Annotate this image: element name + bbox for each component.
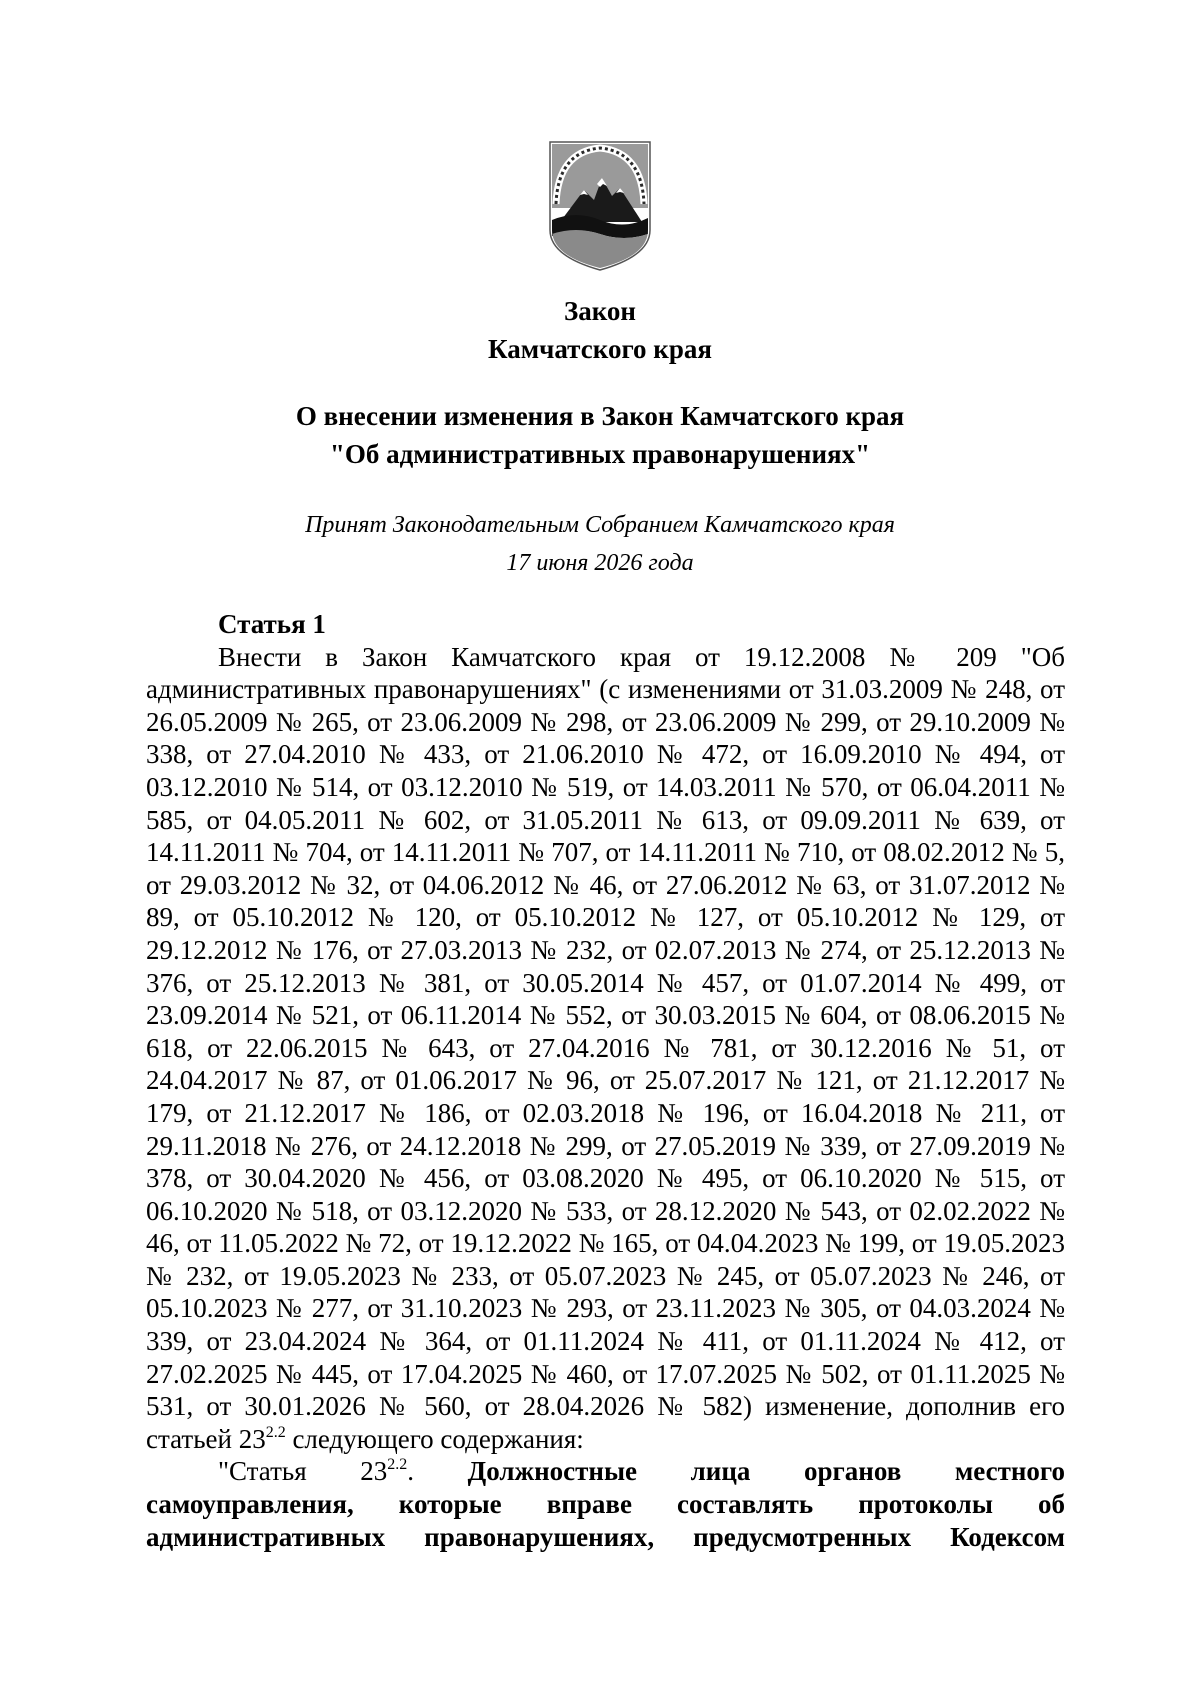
kamchatka-coat-of-arms-icon [546,138,654,274]
subtitle-line-2: "Об административных правонарушениях" [329,439,871,469]
quote-superscript: 2.2 [387,1456,408,1474]
adoption-note [150,506,1050,582]
adoption-date: 17 июня 2026 года [506,550,694,576]
new-article-heading-line-1 [146,1455,1065,1488]
adoption-line-1: Принят Законодательным Собранием Камчатского края [305,512,895,538]
amendment-text-end: следующего содержания: [285,1423,584,1454]
title-line-1: Закон [563,296,636,326]
law-subtitle [150,397,1050,473]
article-1 [146,608,1065,1553]
quote-bold-line-1: Должностные лица органов местного [467,1456,1065,1487]
new-article-heading-line-2: самоуправления, которые вправе составлять протоколы об [146,1489,1065,1520]
new-article-heading-line-3: административных правонарушениях, предусмотренных Кодексом [146,1521,1065,1552]
title-line-2: Камчатского края [488,334,712,364]
article-heading: Статья 1 [218,609,326,639]
quote-dot: . [407,1456,414,1487]
article-number-superscript: 2.2 [265,1423,286,1441]
subtitle-line-1: О внесении изменения в Закон Камчатского края [295,401,905,431]
article-1-paragraph [146,641,1065,1456]
quote-prefix: "Статья 23 [218,1456,388,1487]
law-title [150,292,1050,368]
amendment-text: Внести в Закон Камчатского края от 19.12.2008 № 209 "Об административных правонарушениях" (с изменениями от 31.03.2009 № 248, от 26.05.2009 № 265, от 23.06.2009 № 298, от 23.06.2009 № 299, от 29.10.2009 № 338, от 27.04.2010 № 433, от 21.06.2010 № 472, от 16.09.2010 № 494, от 03.12.2010 № 514, от 03.12.2010 № 519, от 14.03.2011 № 570, от 06.04.2011 № 585, от 04.05.2011 № 602, от 31.05.2011 № 613, от 09.09.2011 № 639, от 14.11.2011 № 704, от 14.11.2011 № 707, от 14.11.2011 № 710, от 08.02.2012 № 5, от 29.03.2012 № 32, от 04.06.2012 № 46, от 27.06.2012 № 63, от 31.07.2012 № 89, от 05.10.2012 № 120, от 05.10.2012 № 127, от 05.10.2012 № 129, от 29.12.2012 № 176, от 27.03.2013 № 232, от 02.07.2013 № 274, от 25.12.2013 № 376, от 25.12.2013 № 381, от 30.05.2014 № 457, от 01.07.2014 № 499, от 23.09.2014 № 521, от 06.11.2014 № 552, от 30.03.2015 № 604, от 08.06.2015 № 618, от 22.06.2015 № 643, от 27.04.2016 № 781, от 30.12.2016 № 51, от 24.04.2017 № 87, от 01.06.2017 № 96, от 25.07.2017 № 121, от 21.12.2017 № 179, от 21.12.2017 № 186, от 02.03.2018 № 196, от 16.04.2018 № 211, от 29.11.2018 № 276, от 24.12.2018 № 299, от 27.05.2019 № 339, от 27.09.2019 № 378, от 30.04.2020 № 456, от 03.08.2020 № 495, от 06.10.2020 № 515, от 06.10.2020 № 518, от 03.12.2020 № 533, от 28.12.2020 № 543, от 02.02.2022 № 46, от 11.05.2022 № 72, от 19.12.2022 № 165, от 04.04.2023 № 199, от 19.05.2023 № 232, от 19.05.2023 № 233, от 05.07.2023 № 245, от 05.07.2023 № 246, от 05.10.2023 № 277, от 31.10.2023 № 293, от 23.11.2023 № 305, от 04.03.2024 № 339, от 23.04.2024 № 364, от 01.11.2024 № 411, от 01.11.2024 № 412, от 27.02.2025 № 445, от 17.04.2025 № 460, от 17.07.2025 № 502, от 01.11.2025 № 531, от 30.01.2026 № 560, от 28.04.2026 № 582) изменение, дополнив его статьей 23 [146,641,1065,1454]
